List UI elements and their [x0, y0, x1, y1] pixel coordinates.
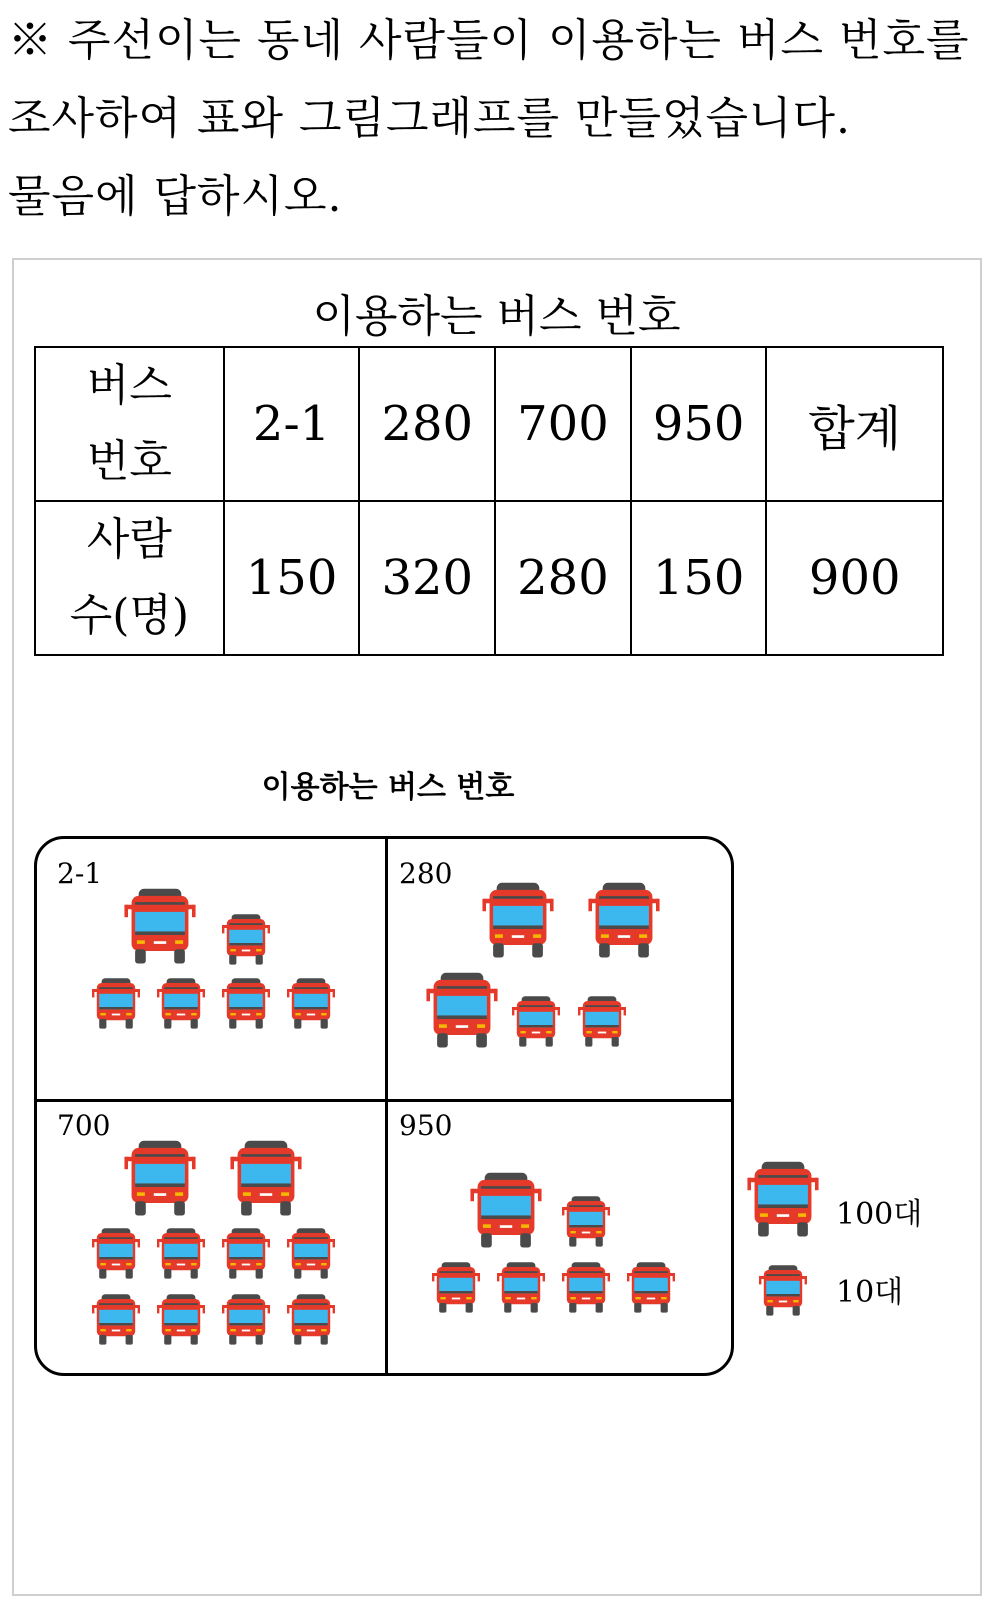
prompt-line-3: 물음에 답하시오. [8, 171, 343, 222]
picture-graph [34, 836, 734, 1376]
row-header-line: 버스 [86, 360, 172, 411]
cell-label-2-1: 2-1 [57, 857, 103, 890]
prompt-line-2: 조사하여 표와 그림그래프를 만들었습니다. [8, 93, 852, 144]
bus-10-icon [284, 977, 338, 1031]
bus-10-icon [89, 1293, 143, 1347]
bus-10-icon [575, 995, 629, 1049]
table-cell: 950 [631, 347, 767, 501]
bus-10-icon [89, 1227, 143, 1281]
cell-label-280: 280 [399, 857, 453, 890]
table-cell: 150 [631, 501, 767, 655]
bus-100-icon [121, 887, 199, 967]
table-cell: 150 [224, 501, 360, 655]
row-header-line: 사람 [86, 514, 172, 565]
question-prompt [8, 2, 993, 236]
bus-10-icon [284, 1293, 338, 1347]
bus-10-icon [219, 1293, 273, 1347]
legend-large-label: 100대 [836, 1197, 923, 1232]
bus-10-icon [154, 977, 208, 1031]
table-cell: 합계 [766, 347, 943, 501]
bus-10-icon [559, 1261, 613, 1315]
bus-10-icon [154, 1293, 208, 1347]
bus-10-icon [154, 1227, 208, 1281]
prompt-line-1: ※ 주선이는 동네 사람들이 이용하는 버스 번호를 [8, 15, 970, 66]
legend-bus-10-icon [756, 1264, 810, 1318]
table-cell: 2-1 [224, 347, 360, 501]
graph-title: 이용하는 버스 번호 [261, 770, 515, 805]
bus-100-icon [479, 881, 557, 961]
bus-10-icon [509, 995, 563, 1049]
graph-divider-vertical [385, 839, 388, 1373]
row-header-bus-number [35, 347, 224, 501]
bus-10-icon [429, 1261, 483, 1315]
cell-label-950: 950 [399, 1109, 453, 1142]
bus-100-icon [227, 1139, 305, 1219]
table-cell: 320 [359, 501, 495, 655]
row-header-line: 수(명) [69, 590, 190, 641]
table-cell: 700 [495, 347, 631, 501]
bus-10-icon [219, 1227, 273, 1281]
table-cell: 280 [359, 347, 495, 501]
bus-10-icon [219, 913, 273, 967]
bus-100-icon [467, 1171, 545, 1251]
row-header-line: 번호 [86, 436, 172, 487]
bus-100-icon [121, 1139, 199, 1219]
bus-100-icon [423, 971, 501, 1051]
table-row-people [35, 501, 943, 655]
graph-divider-horizontal [37, 1099, 731, 1102]
bus-10-icon [559, 1195, 613, 1249]
table-cell: 900 [766, 501, 943, 655]
bus-10-icon [284, 1227, 338, 1281]
table-cell: 280 [495, 501, 631, 655]
bus-data-table [34, 346, 944, 656]
legend-small-label: 10대 [836, 1275, 904, 1310]
row-header-people [35, 501, 224, 655]
table-title: 이용하는 버스 번호 [312, 291, 681, 342]
bus-100-icon [585, 881, 663, 961]
bus-10-icon [624, 1261, 678, 1315]
bus-10-icon [89, 977, 143, 1031]
bus-10-icon [494, 1261, 548, 1315]
legend-bus-100-icon [744, 1160, 822, 1240]
bus-10-icon [219, 977, 273, 1031]
cell-label-700: 700 [57, 1109, 111, 1142]
table-row-bus-number [35, 347, 943, 501]
